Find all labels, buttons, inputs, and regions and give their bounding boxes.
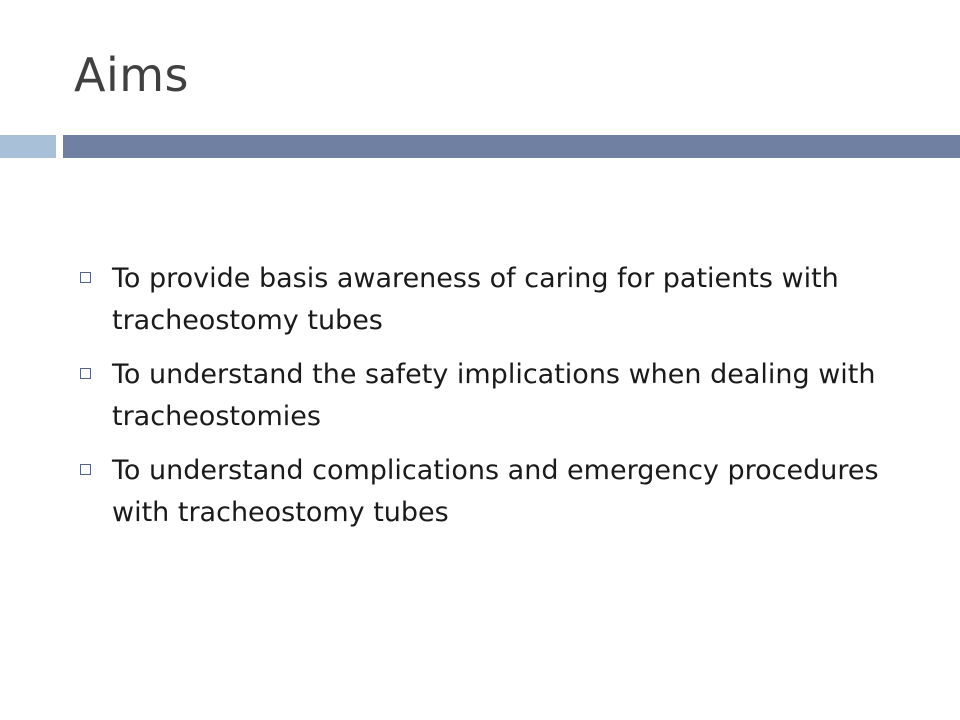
square-bullet-icon	[80, 272, 91, 283]
bullet-item	[76, 258, 916, 342]
title-underline-accent-dark	[63, 135, 960, 158]
bullet-text: To understand the safety implications when dealing with tracheostomies	[112, 359, 876, 432]
title-underline-accent-light	[0, 135, 56, 158]
bullet-text: To understand complications and emergency procedures with tracheostomy tubes	[112, 455, 879, 528]
bullet-list	[76, 258, 916, 546]
bullet-item	[76, 354, 916, 438]
slide-title: Aims	[74, 48, 190, 102]
square-bullet-icon	[80, 464, 91, 475]
bullet-item	[76, 450, 916, 534]
square-bullet-icon	[80, 368, 91, 379]
bullet-text: To provide basis awareness of caring for patients with tracheostomy tubes	[112, 263, 839, 336]
